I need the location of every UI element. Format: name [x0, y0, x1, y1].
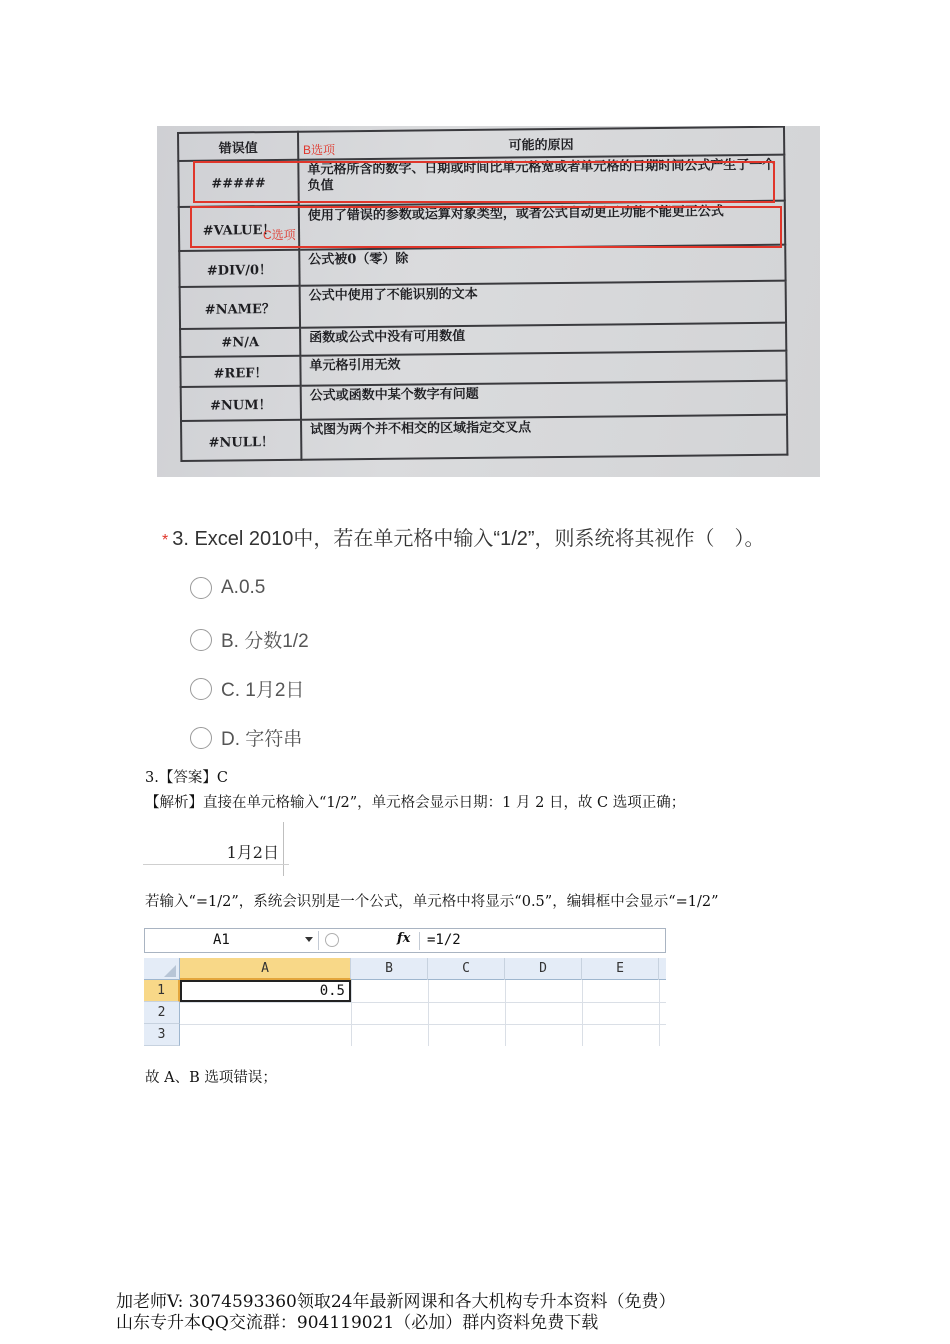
triangle-icon: [164, 965, 176, 977]
column-header-e[interactable]: E: [582, 958, 659, 980]
error-reason: 单元格所含的数字、日期或时间比单元格宽或者单元格的日期时间公式产生了一个负值: [298, 155, 784, 206]
grid-line: [180, 1002, 666, 1003]
option-b[interactable]: [190, 626, 309, 653]
formula-input[interactable]: =1/2: [427, 932, 461, 948]
circle-icon: [325, 933, 339, 947]
explanation-line: 故 A、B 选项错误；: [145, 1070, 277, 1086]
option-label: C. 1月2日: [221, 680, 305, 701]
table-row: [180, 281, 786, 329]
option-b-highlight-box: [193, 161, 775, 203]
footer-line-2: 山东专升本QQ交流群：904119021（必加）群内资料免费下载: [116, 1313, 599, 1333]
column-header-row: [144, 958, 666, 980]
error-reason: 使用了错误的参数或运算对象类型，或者公式自动更正功能不能更正公式: [299, 201, 785, 250]
required-star: *: [162, 532, 169, 549]
radio-icon[interactable]: [190, 629, 212, 651]
header-error-value: 错误值: [178, 132, 298, 161]
cell-border: [283, 822, 284, 876]
option-c-annotation: C选项: [263, 228, 296, 242]
answer-line: 3.【答案】C: [145, 770, 228, 786]
error-table-photo: [157, 126, 820, 477]
error-code: #NULL！: [181, 420, 301, 461]
grid-line: [351, 980, 352, 1046]
grid-line: [582, 980, 583, 1046]
footer-line-1: 加老师V: 3074593360领取24年最新网课和各大机构专升本资料（免费）: [116, 1292, 676, 1312]
error-code: #REF！: [180, 356, 300, 387]
fx-icon[interactable]: fx: [397, 931, 411, 946]
error-reason: 公式中使用了不能识别的文本: [300, 281, 786, 328]
error-code: #NUM！: [181, 386, 301, 421]
option-label: A.0.5: [221, 577, 266, 598]
date-cell-value: 1月2日: [226, 843, 279, 862]
row-header-3[interactable]: 3: [144, 1024, 180, 1046]
option-b-annotation: B选项: [303, 143, 336, 157]
error-code: #DIV/0！: [179, 250, 299, 287]
grid-line: [659, 980, 660, 1046]
radio-icon[interactable]: [190, 678, 212, 700]
radio-icon[interactable]: [190, 577, 212, 599]
explanation-line: 【解析】直接在单元格输入“1/2”，单元格会显示日期：1 月 2 日，故 C 选项正确；: [145, 795, 686, 811]
question-text: 3. Excel 2010中，若在单元格中输入“1/2”，则系统将其视作（ ）。: [172, 528, 765, 550]
grid-line: [428, 980, 429, 1046]
error-code: #VALUE！: [179, 206, 299, 251]
column-header-d[interactable]: D: [505, 958, 582, 980]
dropdown-arrow-icon[interactable]: [305, 937, 313, 942]
select-all-corner[interactable]: [144, 958, 180, 980]
option-a[interactable]: [190, 577, 265, 599]
radio-icon[interactable]: [190, 727, 212, 749]
column-header-a[interactable]: A: [180, 958, 351, 980]
header-reason: 可能的原因: [298, 127, 784, 160]
option-d[interactable]: [190, 724, 302, 751]
grid-line: [180, 1024, 666, 1025]
date-cell-snippet: [143, 822, 289, 876]
formula-bar: [144, 928, 666, 953]
error-reason: 公式或函数中某个数字有问题: [301, 381, 787, 420]
table-row: [181, 415, 787, 461]
error-code: #####: [178, 160, 298, 207]
cell-border: [143, 864, 289, 865]
name-box[interactable]: A1: [147, 931, 319, 950]
option-c[interactable]: [190, 675, 304, 702]
option-label: B. 分数1/2: [221, 631, 309, 652]
error-reason: 函数或公式中没有可用数值: [300, 323, 786, 356]
grid-line: [505, 980, 506, 1046]
excel-screenshot: [144, 924, 666, 1048]
cell-a1[interactable]: 0.5: [180, 980, 351, 1002]
error-code: #N/A: [180, 328, 300, 357]
explanation-line: 若输入“=1/2”，系统会识别是一个公式，单元格中将显示“0.5”，编辑框中会显示“=1/2”: [145, 894, 719, 910]
column-header-c[interactable]: C: [428, 958, 505, 980]
error-reason: 试图为两个并不相交的区域指定交叉点: [301, 415, 787, 460]
divider: [419, 932, 420, 950]
row-header-1[interactable]: 1: [144, 980, 180, 1002]
column-header-b[interactable]: B: [351, 958, 428, 980]
option-label: D. 字符串: [221, 729, 303, 750]
question-title: [162, 522, 765, 551]
row-header-2[interactable]: 2: [144, 1002, 180, 1024]
error-reason: 公式被0（零）除: [299, 245, 785, 286]
error-reason: 单元格引用无效: [300, 351, 786, 386]
error-code: #NAME？: [180, 286, 300, 329]
